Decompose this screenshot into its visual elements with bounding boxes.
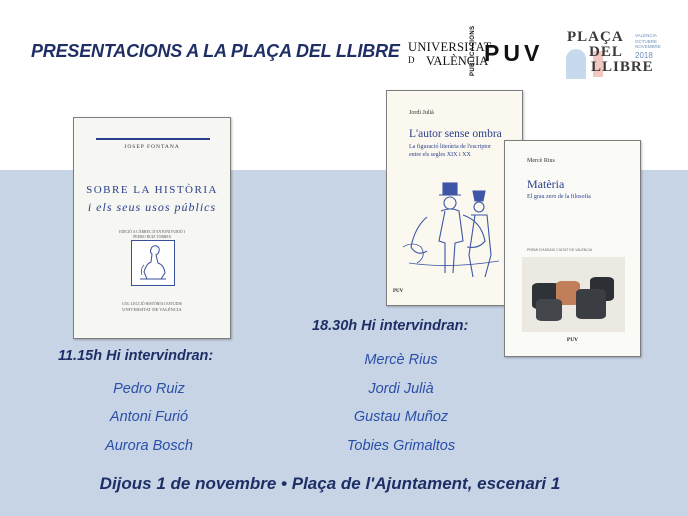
book-cover-julia xyxy=(386,90,523,306)
plaza-logo-line3: LLIBRE xyxy=(591,59,654,75)
session2-time: 18.30h Hi intervindran: xyxy=(312,318,469,334)
book-title: Matèria xyxy=(527,177,565,191)
plaza-logo-line2: DEL xyxy=(589,44,623,60)
book-footer xyxy=(74,302,230,312)
uv-logo-crest: D xyxy=(408,55,415,65)
book-title: L'autor sense ombra xyxy=(409,128,502,140)
pouf-shape xyxy=(576,289,606,319)
book-subtitle-line2: entre els segles XIX i XX xyxy=(409,152,471,158)
book-title-line2: i els seus usos públics xyxy=(87,200,217,214)
book-prize: PREMI D'ASSAIG CIUTAT DE VALÈNCIA xyxy=(527,248,593,252)
session2-speaker: Gustau Muñoz xyxy=(353,409,449,425)
book-subtitle xyxy=(409,143,491,159)
session1-speaker: Antoni Furió xyxy=(109,409,189,425)
cover-rule xyxy=(96,138,210,140)
uv-logo-line2: VALÈNCIA xyxy=(426,54,489,68)
book-cover-rius xyxy=(504,140,641,357)
pouf-shape xyxy=(536,299,562,321)
book-subtitle-line1: La figuració literària de l'escriptor xyxy=(409,144,492,150)
puv-logo-text: PUV xyxy=(484,40,544,66)
plaza-logo-line1: PLAÇA xyxy=(567,29,624,45)
event-date-location: Dijous 1 de novembre • Plaça de l'Ajuntament, escenari 1 xyxy=(99,474,561,493)
book-cover-fontana xyxy=(73,117,231,339)
uv-logo-line1: UNIVERSITAT xyxy=(408,40,492,54)
book-publisher: UNIVERSITAT DE VALÈNCIA xyxy=(122,307,182,312)
session1-speaker: Aurora Bosch xyxy=(105,438,193,454)
book-title-line1: SOBRE LA HISTÒRIA xyxy=(86,184,218,196)
session1-time: 11.15h Hi intervindran: xyxy=(58,348,214,364)
session1-speaker: Pedro Ruiz xyxy=(113,381,185,397)
uv-puv-logo xyxy=(408,25,544,80)
cover-photo xyxy=(522,257,625,332)
book-subtitle: EDICIÓ A CÀRREC D'ANTONI FURIÓ I PEDRO RUIZ TORRES xyxy=(119,230,185,239)
session2-speaker: Jordi Julià xyxy=(368,381,434,397)
plaza-logo-dates: VALÈNCIA OCTUBRE NOVEMBRE xyxy=(635,33,661,49)
cover-illustration xyxy=(397,177,509,287)
book-subtitle: El grau zero de la filosofia xyxy=(527,194,591,200)
book-series: COL·LECCIÓ HISTÒRIA I ESTUDIS xyxy=(122,302,182,306)
page-title: PRESENTACIONS A LA PLAÇA DEL LLIBRE xyxy=(31,41,400,61)
session2-speaker: Mercè Rius xyxy=(364,352,438,368)
cover-illustration xyxy=(131,240,175,286)
book-author: JOSEP FONTANA xyxy=(124,144,180,150)
session2-speaker: Tobies Grimaltos xyxy=(346,438,456,454)
book-author: Mercè Rius xyxy=(527,158,555,164)
book-author: Jordi Julià xyxy=(409,110,434,116)
publisher-mark: PUV xyxy=(393,289,404,294)
publisher-mark: PUV xyxy=(566,337,579,343)
uv-logo-publicacions: PUBLICACIONS xyxy=(470,25,476,76)
plaza-logo-year: 2018 xyxy=(635,51,653,60)
placa-del-llibre-logo xyxy=(565,29,661,79)
logo-shape xyxy=(566,49,586,79)
